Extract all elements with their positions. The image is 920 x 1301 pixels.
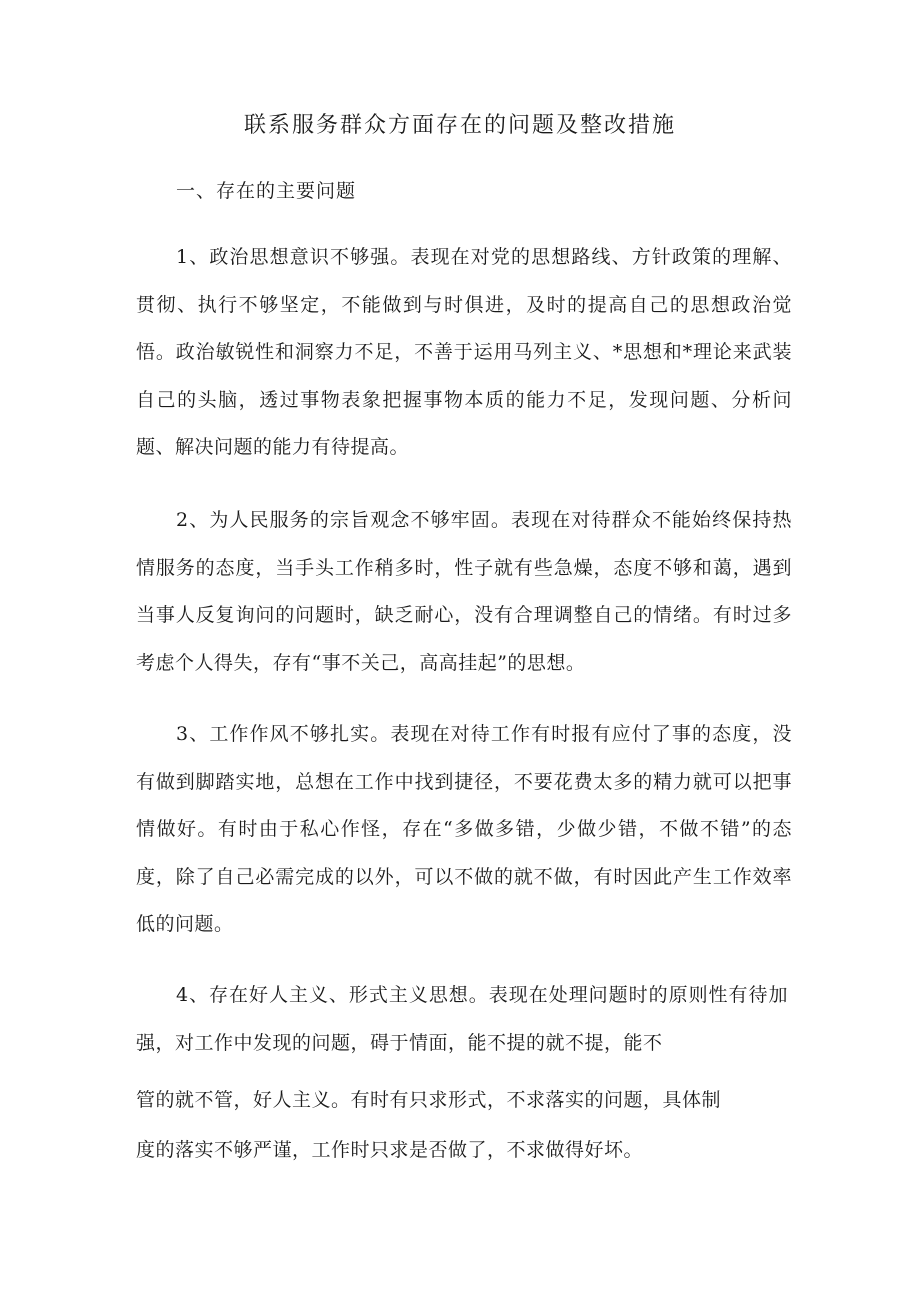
paragraph-4-continuation-line-1: 管的就不管，好人主义。有时有只求形式，不求落实的问题，具体制 [136,1089,722,1111]
document-title: 联系服务群众方面存在的问题及整改措施 [243,113,676,138]
paragraph-4-continuation-line-2: 度的落实不够严谨，工作时只求是否做了，不求做得好坏。 [136,1139,644,1161]
paragraph-1: 1、政治思想意识不够强。表现在对党的思想路线、方针政策的理解、贯彻、执行不够坚定，不能做到与时俱进，及时的提高自己的思想政治觉悟。政治敏锐性和洞察力不足，不善于运用马列主义、*思想和*理论来武装自己的头脑，透过事物表象把握事物本质的能力不足，发现问题、分析问题、解决问题的能力有待提高。 [136,246,792,458]
paragraph-4: 4、存在好人主义、形式主义思想。表现在处理问题时的原则性有待加强，对工作中发现的问题，碍于情面，能不提的就不提，能不 [136,984,788,1054]
paragraph-2: 2、为人民服务的宗旨观念不够牢固。表现在对待群众不能始终保持热情服务的态度，当手头工作稍多时，性子就有些急燥，态度不够和蔼，遇到当事人反复询问的问题时，缺乏耐心，没有合理调整自己的情绪。有时过多考虑个人得失，存有“事不关己，高高挂起”的思想。 [136,509,792,674]
paragraph-3: 3、工作作风不够扎实。表现在对待工作有时报有应付了事的态度，没有做到脚踏实地，总想在工作中找到捷径，不要花费太多的精力就可以把事情做好。有时由于私心作怪，存在“多做多错，少做少错，不做不错”的态度，除了自己必需完成的以外，可以不做的就不做，有时因此产生工作效率低的问题。 [136,723,792,935]
section-heading: 一、存在的主要问题 [176,180,357,202]
